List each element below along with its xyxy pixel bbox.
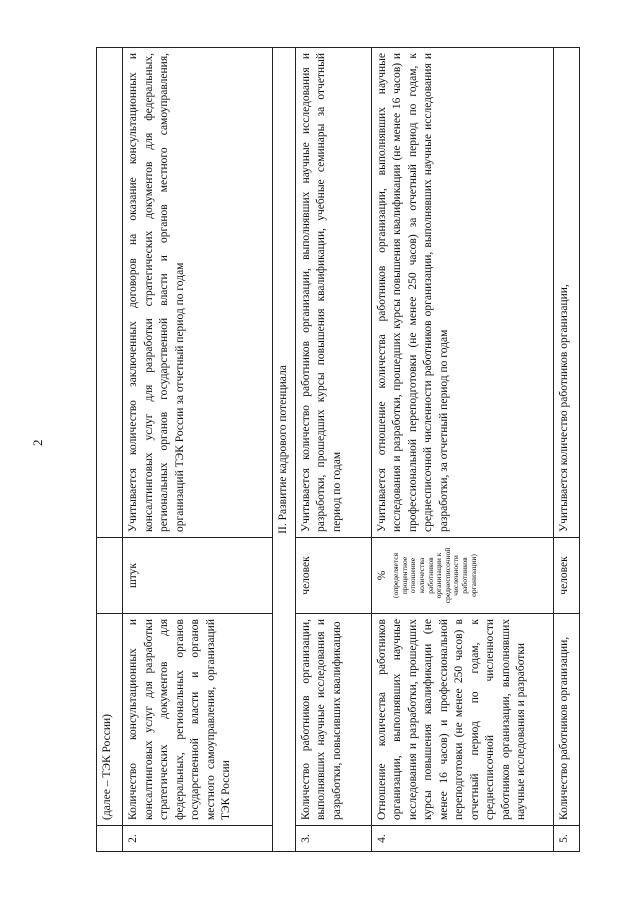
unit-cell: человек (295, 538, 371, 614)
row-number: 3. (295, 826, 371, 852)
table-row (123, 48, 273, 852)
table-row (295, 48, 371, 852)
section-title: II. Развитие кадрового потенциала (273, 48, 296, 852)
indicator-cell: (далее – ТЭК России) (97, 614, 123, 826)
row-number: 4. (371, 826, 553, 852)
row-number: 2. (123, 826, 273, 852)
unit-cell (97, 538, 123, 614)
method-cell: Учитывается количество заключенных договоров на оказание консультационных и консалтинговых услуг для разработки стратегических документов для федеральных, региональных органов государственной власти и органов местного самоуправления, организаций ТЭК России за отчетный период по годам (123, 48, 273, 538)
table-row (97, 48, 123, 852)
section-row (273, 48, 296, 852)
table-row (553, 48, 579, 852)
indicator-cell: Количество консультационных и консалтинговых услуг для разработки стратегических документов для федеральных, региональных органов государственной власти и органов местного самоуправления, организаций ТЭК России (123, 614, 273, 826)
page-number: 2 (30, 439, 45, 446)
method-cell: Учитывается количество работников организации, выполнявших научные исследования и разработки, прошедших курсы повышения квалификации, учебные семинары за отчетный период по годам (295, 48, 371, 538)
unit-cell: штук (123, 538, 273, 614)
method-cell: Учитывается количество работников организации, (553, 48, 579, 538)
row-number (97, 826, 123, 852)
unit-cell: человек (553, 538, 579, 614)
row-number: 5. (553, 826, 579, 852)
indicator-cell: Количество работников организации, выполнявших научные исследования и разработки, повысивших квалификацию (295, 614, 371, 826)
unit-cell (371, 538, 553, 614)
table-row (371, 48, 553, 852)
unit-value: % (375, 570, 388, 581)
unit-note: (определяется процентное отношение количества работников организации к среднесписочной численности работников организации) (391, 547, 478, 604)
document-page (96, 48, 580, 852)
method-cell (97, 48, 123, 538)
indicators-table (96, 47, 580, 852)
indicator-cell: Количество работников организации, (553, 614, 579, 826)
method-cell: Учитывается отношение количества работников организации, выполнявших научные исследования и разработки, прошедших курсы повышения квалификации (не менее 16 часов) и профессиональной переподготовки (не менее 250 часов) за отчетный период по годам, к среднесписочной численности работников организации, выполнявших научные исследования и разработки, за отчетный период по годам (371, 48, 553, 538)
indicator-cell: Отношение количества работников организации, выполнявших научные исследования и разработки, прошедших курсы повышения квалификации (не менее 16 часов) и профессиональной переподготовки (не менее 250 часов) в отчетный период по годам, к среднесписочной численности работников организации, выполнявших научные исследования и разработки (371, 614, 553, 826)
